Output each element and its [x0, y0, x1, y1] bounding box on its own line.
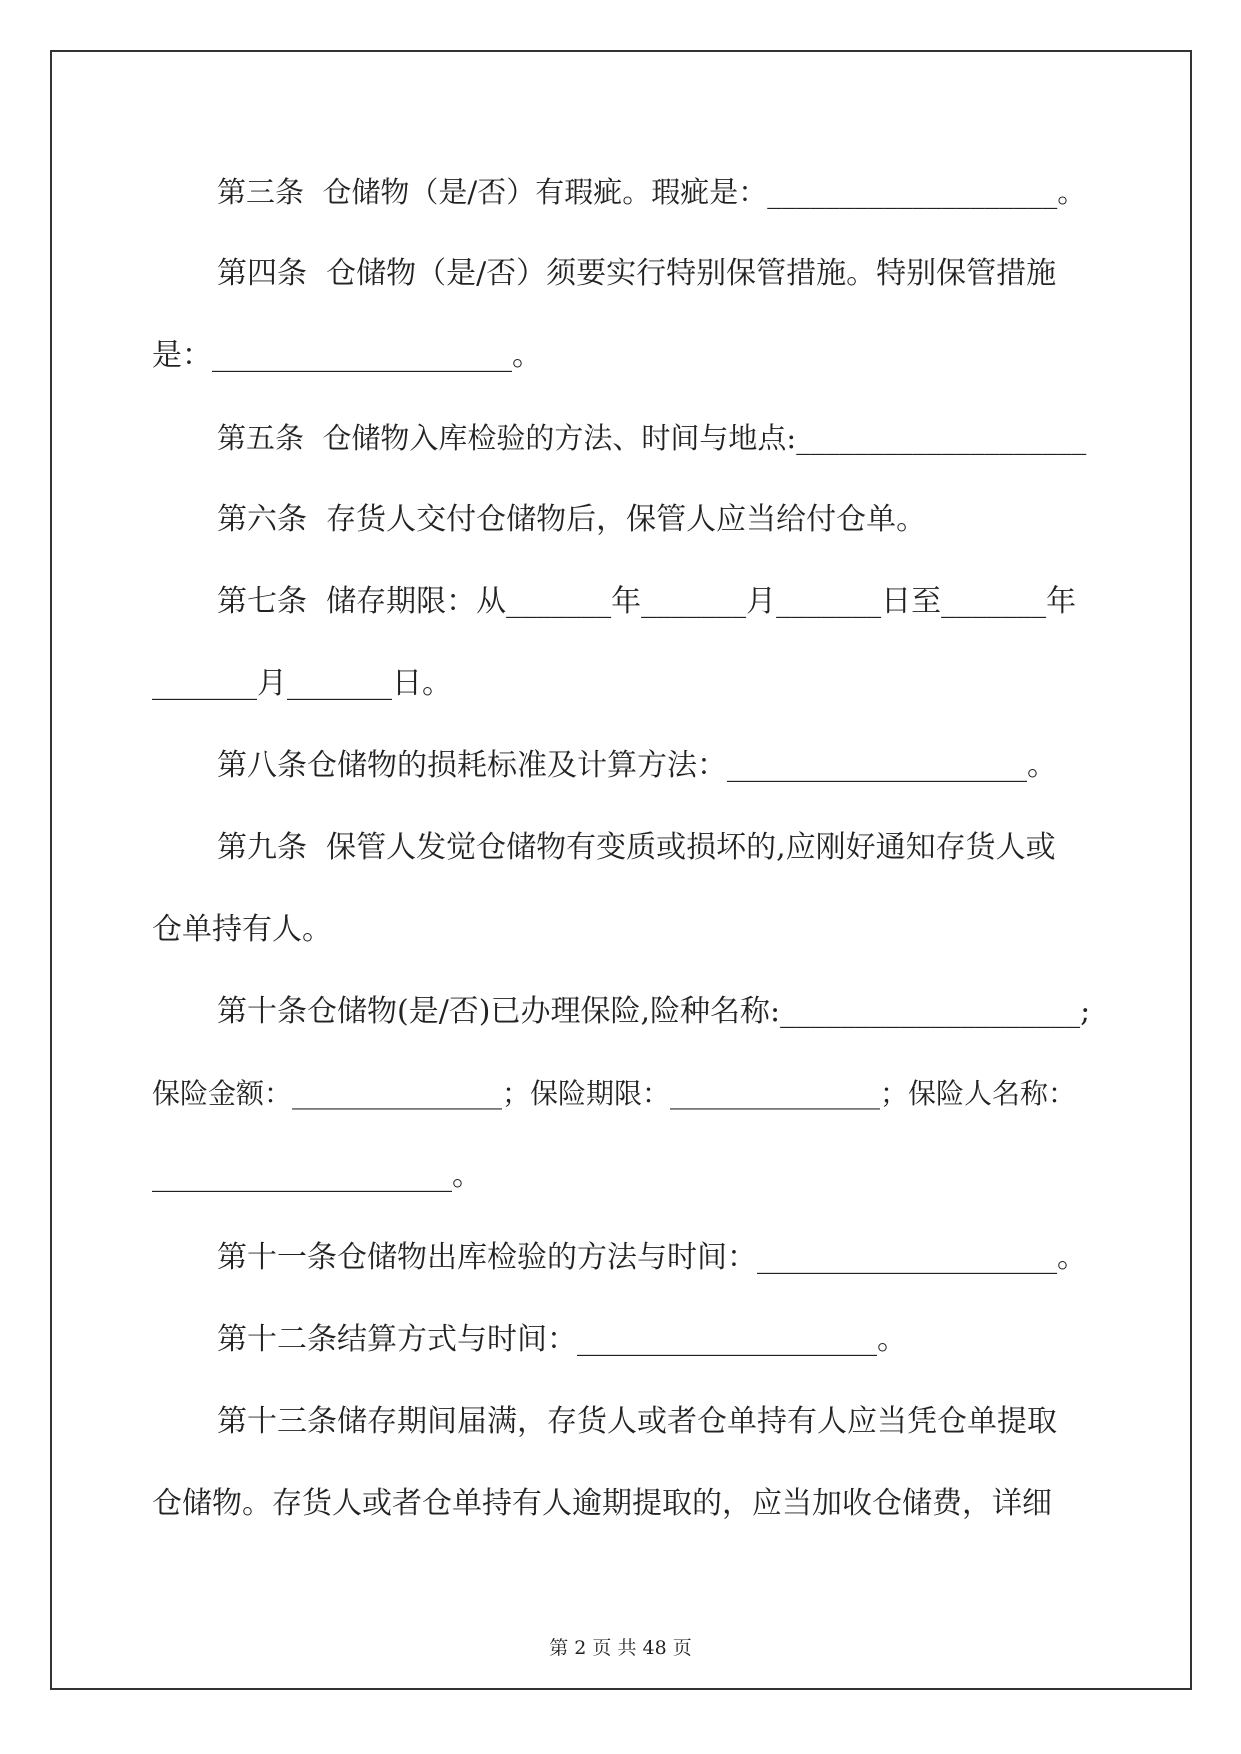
clause-11: 第十一条仓储物出库检验的方法与时间：____________________。 [217, 1240, 1087, 1275]
clause-7-cont: _______月_______日。 [152, 666, 452, 701]
clause-5: 第五条 仓储物入库检验的方法、时间与地点:____________________ [217, 421, 1087, 455]
page-border [50, 50, 1192, 1690]
clause-12: 第十二条结算方式与时间：____________________。 [217, 1322, 907, 1357]
clause-4: 第四条 仓储物（是/否）须要实行特别保管措施。特别保管措施 [217, 256, 1057, 291]
clause-4-cont: 是：____________________。 [152, 338, 542, 373]
clause-7: 第七条 储存期限：从_______年_______月_______日至_______年 [217, 584, 1077, 619]
clause-6: 第六条 存货人交付仓储物后，保管人应当给付仓单。 [217, 502, 927, 537]
clause-8: 第八条仓储物的损耗标准及计算方法：____________________。 [217, 748, 1057, 783]
clause-10: 第十条仓储物(是/否)已办理保险,险种名称:____________________; [217, 994, 1091, 1029]
clause-13: 第十三条储存期间届满，存货人或者仓单持有人应当凭仓单提取 [217, 1404, 1057, 1439]
clause-3: 第三条 仓储物（是/否）有瑕疵。瑕疵是：____________________。 [217, 175, 1087, 209]
clause-9: 第九条 保管人发觉仓储物有变质或损坏的,应刚好通知存货人或 [217, 830, 1056, 865]
clause-10-cont-2: ____________________。 [152, 1158, 482, 1193]
clause-10-cont: 保险金额：_______________；保险期限：_______________；保险人名称： [152, 1077, 1077, 1110]
page-number-footer: 第 2 页 共 48 页 [549, 1637, 692, 1659]
clause-9-cont: 仓单持有人。 [152, 912, 332, 947]
clause-13-cont: 仓储物。存货人或者仓单持有人逾期提取的，应当加收仓储费，详细 [152, 1486, 1052, 1521]
